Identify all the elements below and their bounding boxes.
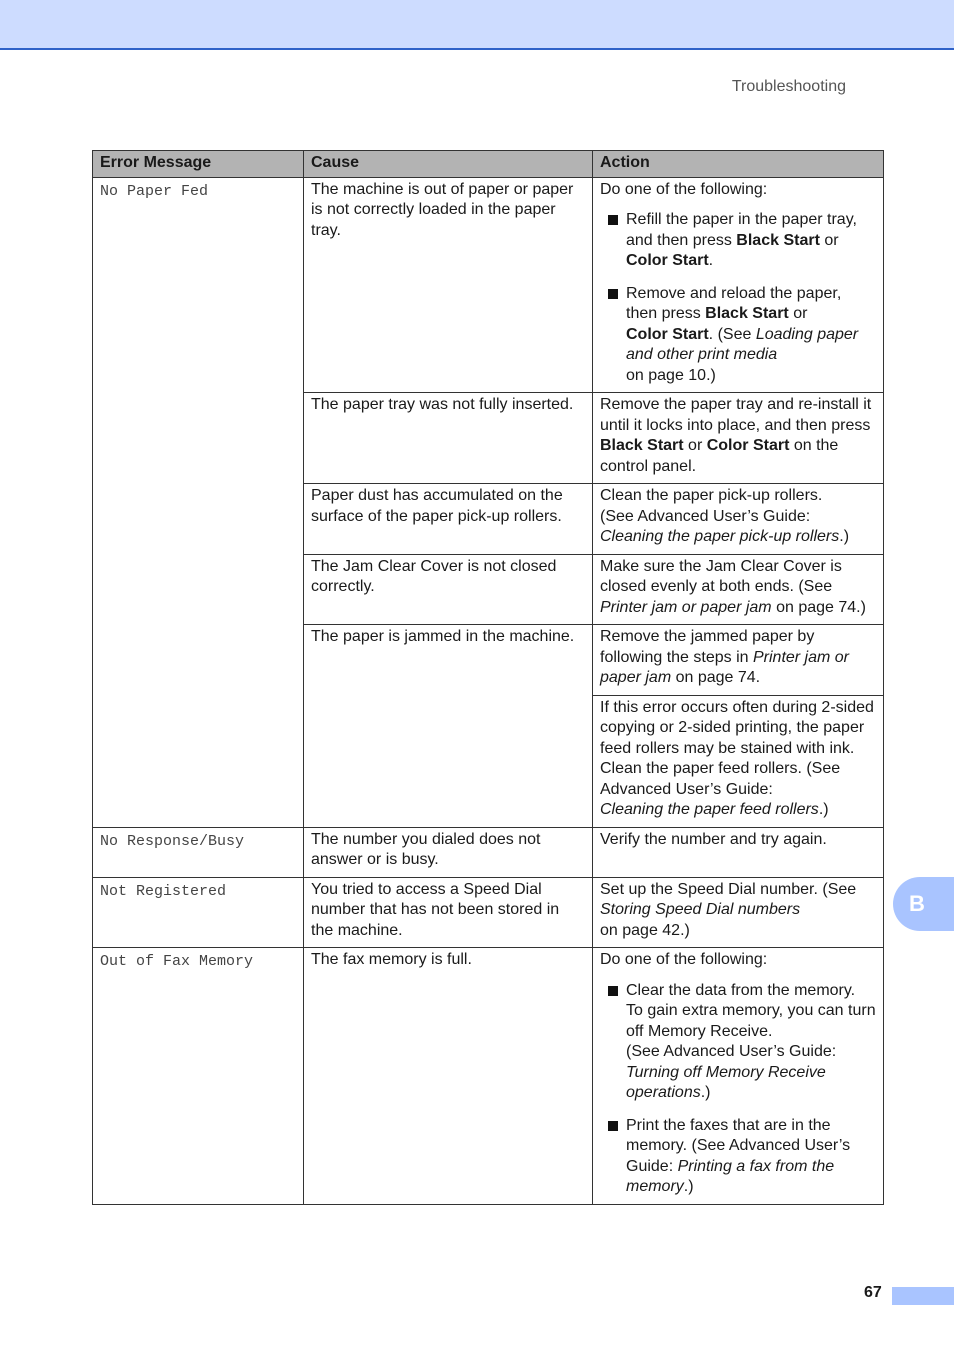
cause-cell: You tried to access a Speed Dial number that has not been stored in the machine.	[304, 877, 593, 948]
table-row	[93, 177, 884, 393]
action-cell: Clean the paper pick-up rollers. (See Advanced User’s Guide: Cleaning the paper pick-up rollers.)	[593, 484, 884, 555]
running-header: Troubleshooting	[731, 78, 846, 95]
list-item: Refill the paper in the paper tray, and then press Black Start or Color Start.	[626, 210, 876, 272]
cause-cell: The fax memory is full.	[304, 948, 593, 1205]
action-cell: Remove the jammed paper by following the steps in Printer jam or paper jam on page 74.	[593, 625, 884, 696]
action-intro: Do one of the following:	[600, 951, 768, 968]
column-header-action: Action	[593, 151, 884, 178]
cause-cell: The machine is out of paper or paper is not correctly loaded in the paper tray.	[304, 177, 593, 393]
action-cell: Remove the paper tray and re-install it until it locks into place, and then press Black Start or Color Start on the control panel.	[593, 393, 884, 484]
error-message: Not Registered	[93, 877, 304, 948]
error-table	[92, 150, 884, 1205]
chapter-tab: B	[893, 877, 954, 931]
column-header-error: Error Message	[93, 151, 304, 178]
cross-reference: Printer jam or paper jam	[600, 598, 772, 616]
action-cell	[593, 948, 884, 1205]
table-row	[93, 827, 884, 877]
action-cell: Make sure the Jam Clear Cover is closed evenly at both ends. (See Printer jam or paper jam on page 74.)	[593, 554, 884, 625]
cross-reference: Cleaning the paper feed rollers	[600, 801, 819, 818]
action-list	[600, 981, 876, 1198]
bullet-square-icon	[608, 289, 618, 299]
table-row	[93, 948, 884, 1205]
header-band	[0, 0, 954, 50]
action-cell	[593, 177, 884, 393]
table-row	[93, 877, 884, 948]
action-cell: If this error occurs often during 2-sided copying or 2-sided printing, the paper feed rollers may be stained with ink. Clean the paper feed rollers. (See Advanced User’s Guide: Cleaning the paper feed rollers.)	[593, 695, 884, 827]
cross-reference: Cleaning the paper pick-up rollers	[600, 528, 840, 545]
error-message: No Paper Fed	[93, 177, 304, 827]
action-list	[600, 210, 876, 386]
list-item: Print the faxes that are in the memory. (See Advanced User’s Guide: Printing a fax from the memory.)	[626, 1116, 876, 1198]
cross-reference: Storing Speed Dial numbers	[600, 901, 801, 918]
footer-bar	[892, 1287, 954, 1305]
bullet-square-icon	[608, 986, 618, 996]
cause-cell: The number you dialed does not answer or is busy.	[304, 827, 593, 877]
cause-cell: The Jam Clear Cover is not closed correctly.	[304, 554, 593, 625]
table-header-row	[93, 151, 884, 178]
cross-reference: Loading paper and other print media	[626, 325, 859, 363]
cross-reference: Turning off Memory Receive operations	[626, 1063, 826, 1101]
action-intro: Do one of the following:	[600, 180, 768, 198]
bullet-square-icon	[608, 215, 618, 225]
action-cell: Set up the Speed Dial number. (See Storing Speed Dial numbers on page 42.)	[593, 877, 884, 948]
cross-reference: Printing a fax from the memory	[626, 1157, 835, 1195]
list-item: Clear the data from the memory. To gain extra memory, you can turn off Memory Receive. (See Advanced User’s Guide: Turning off Memory Receive operations.)	[626, 981, 876, 1104]
column-header-cause: Cause	[304, 151, 593, 178]
cause-cell: The paper tray was not fully inserted.	[304, 393, 593, 484]
error-message: Out of Fax Memory	[93, 948, 304, 1205]
action-cell: Verify the number and try again.	[593, 827, 884, 877]
cause-cell: The paper is jammed in the machine.	[304, 625, 593, 828]
bullet-square-icon	[608, 1121, 618, 1131]
page-number: 67	[864, 1284, 882, 1301]
cross-reference: Printer jam or paper jam	[600, 648, 850, 686]
list-item: Remove and reload the paper, then press Black Start or Color Start. (See Loading paper and other print media on page 10.)	[626, 284, 876, 387]
cause-cell: Paper dust has accumulated on the surface of the paper pick-up rollers.	[304, 484, 593, 555]
error-message: No Response/Busy	[93, 827, 304, 877]
